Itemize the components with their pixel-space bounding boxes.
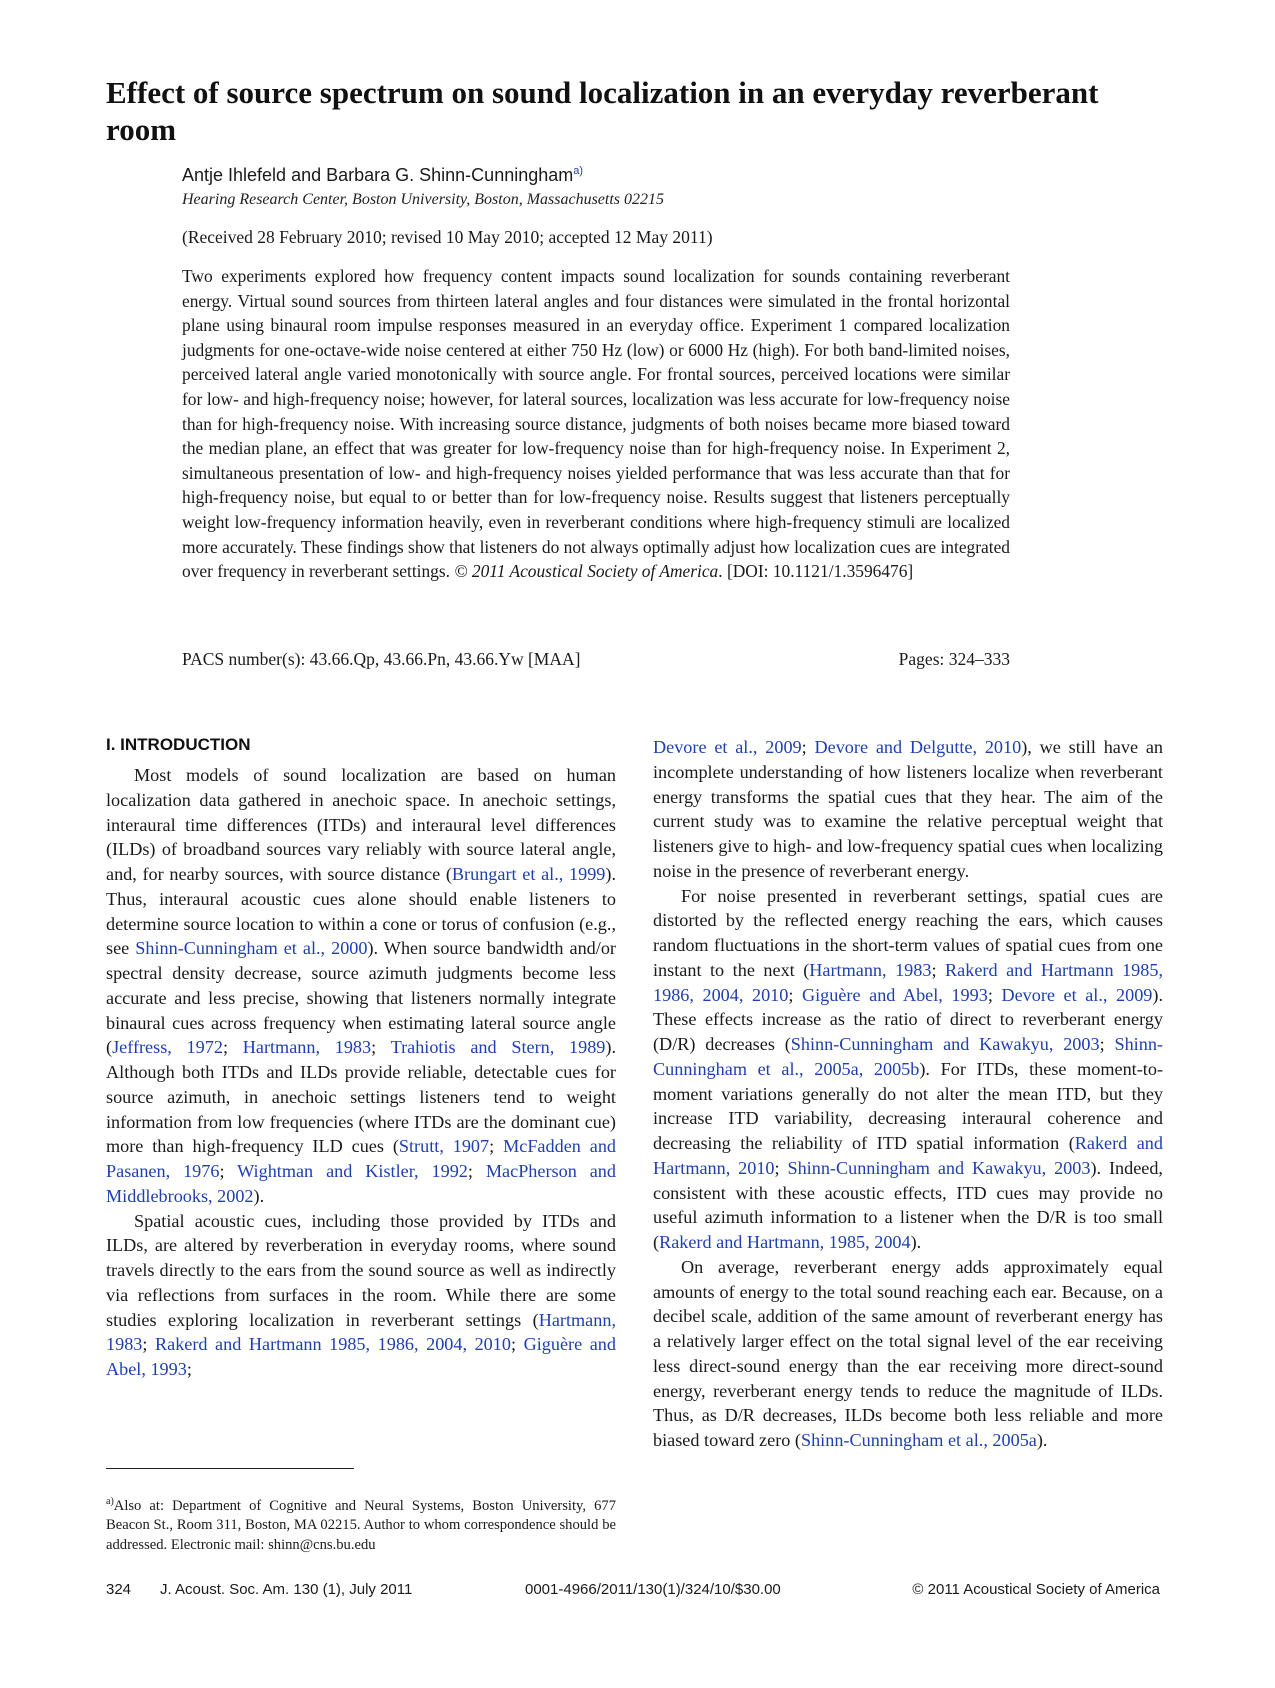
footnote [106,1492,616,1555]
citation-link[interactable]: Hartmann, 1983 [106,1309,616,1355]
paragraph: Spatial acoustic cues, including those provided by ITDs and ILDs, are altered by reverberation in everyday rooms, where sound travels directly to the ears from the sound source as well as indirectly via reflections from surfaces in the room. While there are some studies exploring localization in reverberant settings (Hartmann, 1983; Rakerd and Hartmann 1985, 1986, 2004, 2010; Giguère and Abel, 1993; [106,1210,616,1379]
paragraph: On average, reverberant energy adds approximately equal amounts of energy to the total sound reaching each ear. Because, on a decibel scale, addition of the same amount of reverberant energy has a relatively larger effect on the total signal level of the ear receiving less direct-sound energy than the ear receiving more direct-sound energy, reverberant energy tends to reduce the magnitude of ILDs. Thus, as D/R decreases, ILDs become both less reliable and more biased toward zero (Shinn-Cunningham et al., 2005a). [653,1256,1163,1450]
citation-link[interactable]: Devore et al., 2009 [653,737,802,757]
citation-link[interactable]: Wightman and Kistler, 1992 [237,1161,468,1181]
footer-copyright: © 2011 Acoustical Society of America [912,1581,1160,1598]
citation-link[interactable]: Brungart et al., 1999 [451,864,606,884]
paragraph: For noise presented in reverberant settings, spatial cues are distorted by the reflected energy reaching the ears, which causes random fluctuations in the short-term values of spatial cues from one instant to the next (Hartmann, 1983; Rakerd and Hartmann 1985, 1986, 2004, 2010; Giguère and Abel, 1993; Devore et al., 2009). These effects increase as the ratio of direct to reverberant energy (D/R) decreases (Shinn-Cunningham and Kawakyu, 2003; Shinn-Cunningham et al., 2005a, 2005b). For ITDs, these moment-to-moment variations generally do not alter the mean ITD, but they increase ITD variability, decreasing interaural coherence and decreasing the reliability of ITD spatial information (Rakerd and Hartmann, 2010; Shinn-Cunningham and Kawakyu, 2003). Indeed, consistent with these acoustic effects, ITD cues may provide no useful azimuth information to a listener when the D/R is too small (Rakerd and Hartmann, 1985, 2004). [653,885,1164,1252]
citation-link[interactable]: Trahiotis and Stern, 1989 [390,1037,606,1058]
author-names: Antje Ihlefeld and Barbara G. Shinn-Cunningham [182,165,574,185]
citation-link[interactable]: Rakerd and Hartmann 1985, 1986, 2004, 2010 [154,1334,511,1355]
paper-title: Effect of source spectrum on sound localization in an everyday reverberant room [106,75,1099,147]
footnote-divider [106,1468,354,1469]
abstract-copyright: © 2011 Acoustical Society of America [454,561,719,582]
citation-link[interactable]: Devore et al., 2009 [1001,984,1153,1005]
body-column-left [106,733,616,1382]
author-list [182,165,583,186]
body-column-right [653,735,1163,1453]
paragraph: Devore et al., 2009; Devore and Delgutte, 2010), we still have an incomplete understanding of how listeners localize when reverberant energy transforms the spatial cues that they hear. The aim of the current study was to examine the relative perceptual weight that listeners give to high- and low-frequency spatial cues when localizing noise in the presence of reverberant energy. [653,737,1163,881]
pacs-numbers: PACS number(s): 43.66.Qp, 43.66.Pn, 43.66.Yw [MAA] [182,649,581,669]
citation-link[interactable]: Hartmann, 1983 [809,959,932,980]
citation-link[interactable]: McFadden and Pasanen, 1976 [106,1136,617,1181]
citation-link[interactable]: Hartmann, 1983 [242,1037,372,1058]
footer-doi: 0001-4966/2011/130(1)/324/10/$30.00 [525,1581,781,1598]
footnote-text: Also at: Department of Cognitive and Neural Systems, Boston University, 677 Beacon St., Room 311, Boston, MA 02215. Author to whom correspondence should be addressed. Electronic mail: shinn@cns.bu.edu [106,1497,616,1553]
footer-journal: J. Acoust. Soc. Am. 130 (1), July 2011 [160,1581,413,1598]
citation-link[interactable]: Rakerd and Hartmann, 1985, 2004 [659,1232,911,1252]
citation-link[interactable]: Shinn-Cunningham et al., 2005a [800,1430,1037,1450]
citation-link[interactable]: MacPherson and Middlebrooks, 2002 [106,1161,616,1206]
citation-link[interactable]: Devore and Delgutte, 2010 [814,737,1022,757]
footer-page-number: 324 [106,1581,132,1598]
citation-link[interactable]: Rakerd and Hartmann 1985, 1986, 2004, 2010 [653,959,1164,1005]
footnote-marker: a) [106,1496,114,1507]
abstract-doi: [DOI: 10.1121/1.3596476] [726,561,914,582]
abstract: Two experiments explored how frequency content impacts sound localization for sounds containing reverberant energy. Virtual sound sources from thirteen lateral angles and four distances were simulated in the frontal horizontal plane using binaural room impulse responses measured in an everyday office. Experiment 1 compared localization judgments for one-octave-wide noise centered at either 750 Hz (low) or 6000 Hz (high). For both band-limited noises, perceived lateral angle varied monotonically with source angle. For frontal sources, perceived locations were similar for low- and high-frequency noise; however, for lateral sources, localization was less accurate for low-frequency noise than for high-frequency noise. With increasing source distance, judgments of both noises became more biased toward the median plane, an effect that was greater for low-frequency noise than for high-frequency noise. In Experiment 2, simultaneous presentation of low- and high-frequency noises yielded performance that was less accurate than that for high-frequency noise, but equal to or better than for low-frequency noise. Results suggest that listeners perceptually weight low-frequency information heavily, even in reverberant conditions where high-frequency stimuli are localized more accurately. These findings show that listeners do not always optimally adjust how localization cues are integrated over frequency in reverberant settings. © 2011 Acoustical Society of America. [DOI: 10.1121/1.3596476] [182,266,1010,582]
abstract-body: Two experiments explored how frequency content impacts sound localization for sounds containing reverberant energy. Virtual sound sources from thirteen lateral angles and four distances were simulated in the frontal horizontal plane using binaural room impulse responses measured in an everyday office. Experiment 1 compared localization judgments for one-octave-wide noise centered at either 750 Hz (low) or 6000 Hz (high). For both band-limited noises, perceived lateral angle varied monotonically with source angle. For frontal sources, perceived locations were similar for low- and high-frequency noise; however, for lateral sources, localization was less accurate for low-frequency noise than for high-frequency noise. With increasing source distance, judgments of both noises became more biased toward the median plane, an effect that was greater for low-frequency noise than for high-frequency noise. In Experiment 2, simultaneous presentation of low- and high-frequency noises yielded performance that was less accurate than that for high-frequency noise, but equal to or better than for low-frequency noise. Results suggest that listeners perceptually weight low-frequency information heavily, even in reverberant conditions where high-frequency stimuli are localized more accurately. These findings show that listeners do not always optimally adjust how localization cues are integrated over frequency in reverberant settings. [182,266,1010,582]
received-dates: (Received 28 February 2010; revised 10 May 2010; accepted 12 May 2011) [182,227,713,247]
section-heading: I. INTRODUCTION [106,735,251,754]
author-footnote-marker[interactable]: a) [573,165,584,177]
paragraph: Most models of sound localization are based on human localization data gathered in anechoic space. In anechoic settings, interaural time differences (ITDs) and interaural level differences (ILDs) of broadband sources vary reliably with source lateral angle, and, for nearby sources, with source distance (Brungart et al., 1999). Thus, interaural acoustic cues alone should enable listeners to determine source location to within a cone or torus of confusion (e.g., see Shinn-Cunningham et al., 2000). When source bandwidth and/or spectral density decrease, source azimuth judgments become less accurate and less precise, showing that listeners normally integrate binaural cues across frequency when estimating lateral source angle (Jeffress, 1972; Hartmann, 1983; Trahiotis and Stern, 1989). Although both ITDs and ILDs provide reliable, detectable cues for source azimuth, in anechoic settings listeners tend to weight information from low frequencies (where ITDs are the dominant cue) more than high-frequency ILD cues (Strutt, 1907; McFadden and Pasanen, 1976; Wightman and Kistler, 1992; MacPherson and Middlebrooks, 2002). [106,765,617,1206]
citation-link[interactable]: Giguère and Abel, 1993 [801,984,988,1005]
citation-link[interactable]: Shinn-Cunningham et al., 2005a, 2005b [653,1034,1163,1079]
citation-link[interactable]: Strutt, 1907 [398,1136,490,1157]
citation-link[interactable]: Giguère and Abel, 1993 [106,1334,616,1379]
citation-link[interactable]: Shinn-Cunningham et al., 2000 [135,938,368,959]
citation-link[interactable]: Shinn-Cunningham and Kawakyu, 2003 [787,1157,1091,1178]
citation-link[interactable]: Jeffress, 1972 [112,1037,223,1058]
page-range: Pages: 324–333 [898,649,1010,669]
citation-link[interactable]: Shinn-Cunningham and Kawakyu, 2003 [790,1034,1100,1054]
affiliation: Hearing Research Center, Boston University, Boston, Massachusetts 02215 [182,191,665,208]
citation-link[interactable]: Rakerd and Hartmann, 2010 [653,1133,1163,1178]
